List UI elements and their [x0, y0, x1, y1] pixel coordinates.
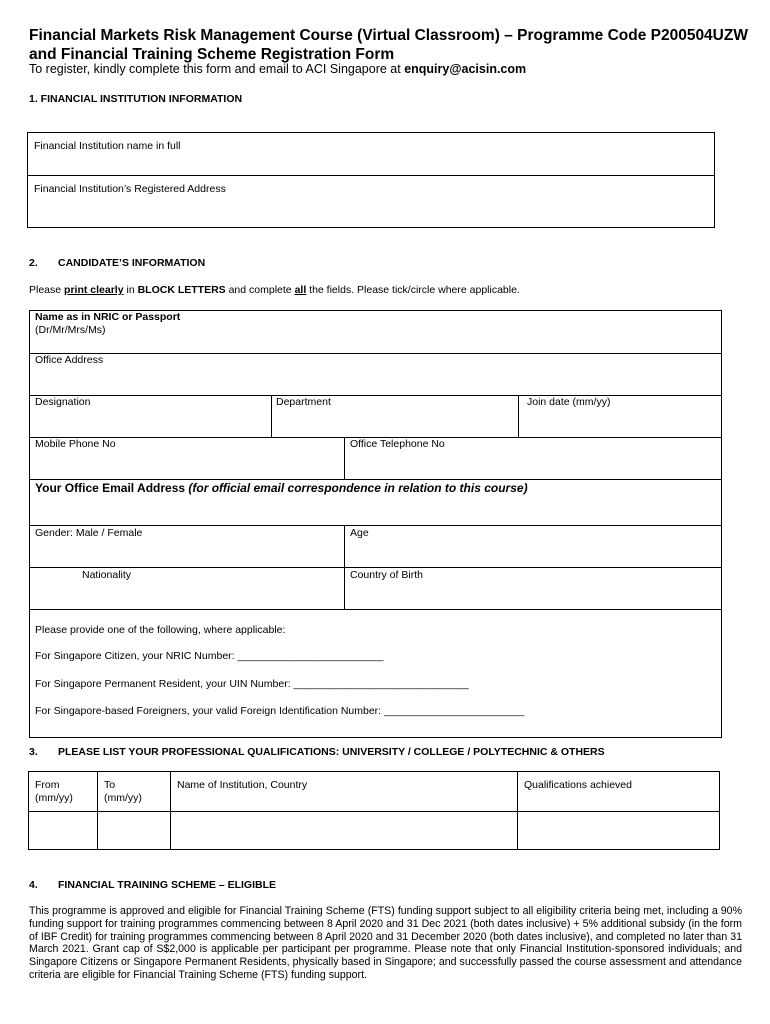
instr-print-clearly: print clearly	[64, 284, 124, 296]
name-sub-label: (Dr/Mr/Mrs/Ms)	[35, 324, 106, 336]
contact-email-link[interactable]: enquiry@acisin.com	[404, 62, 527, 76]
office-email-note: (for official email correspondence in relation to this course)	[188, 481, 528, 495]
designation-field[interactable]	[35, 396, 265, 436]
age-field[interactable]	[350, 527, 715, 565]
section-1-heading: 1. FINANCIAL INSTITUTION INFORMATION	[29, 93, 243, 105]
section-2-instructions	[29, 284, 520, 296]
table-row	[29, 812, 720, 850]
department-label: Department	[276, 396, 331, 408]
qualifications-header-row	[29, 772, 720, 812]
age-label: Age	[350, 527, 369, 539]
join-date-field[interactable]	[527, 396, 717, 436]
foreigner-id-line[interactable]: For Singapore-based Foreigners, your valid Foreign Identification Number: ________________________	[35, 705, 525, 717]
candidate-info-box	[29, 310, 722, 738]
gender-label: Gender: Male / Female	[35, 527, 143, 539]
name-label: Name as in NRIC or Passport	[35, 311, 181, 323]
fts-eligibility-paragraph: This programme is approved and eligible for Financial Training Scheme (FTS) funding support subject to all eligibility criteria being met, including a 90% funding support for training programmes commencing between 8 April 2020 and 31 Dec 2021 (both dates inclusive) + 5% additional subsidy (in the form of IBF Credit) for training programmes commencing between 8 April 2020 and 31 December 2020 (both dates inclusive), and completed no later than 31 March 2021. Grant cap of S$2,000 is applicable per participant per programme. Please note that only Financial Institution-sponsored individuals; and Singapore Citizens or Singapore Permanent Residents, physically based in Singapore; and successfully passed the course assessment and attendance criteria are eligible for Financial Training Scheme (FTS) funding support.	[29, 905, 742, 981]
section-4-number: 4.	[29, 879, 38, 891]
col-to-header	[98, 772, 171, 812]
section-2-number: 2.	[29, 257, 38, 269]
designation-label: Designation	[35, 396, 91, 408]
office-address-label: Office Address	[35, 354, 104, 366]
office-address-field[interactable]	[35, 354, 715, 394]
instr-text-1: Please	[29, 284, 65, 296]
from-cell[interactable]	[29, 812, 98, 850]
department-field[interactable]	[276, 396, 512, 436]
col-to-sub: (mm/yy)	[104, 792, 142, 804]
pr-uin-line[interactable]: For Singapore Permanent Resident, your UIN Number: ______________________________	[35, 678, 469, 690]
instr-block-letters: BLOCK LETTERS	[137, 284, 226, 296]
mobile-phone-label: Mobile Phone No	[35, 438, 116, 450]
divider	[30, 609, 721, 610]
col-qualifications-header	[518, 772, 720, 812]
form-subtitle	[29, 62, 526, 76]
col-institution-label: Name of Institution, Country	[177, 779, 308, 791]
name-field[interactable]	[35, 311, 715, 353]
divider	[30, 567, 721, 568]
divider	[30, 525, 721, 526]
divider	[344, 525, 345, 609]
col-qualifications-label: Qualifications achieved	[524, 779, 632, 791]
qualifications-table	[28, 771, 720, 850]
form-title: Financial Markets Risk Management Course (Virtual Classroom) – Programme Code P200504UZW and Financial Training Scheme Registration Form	[29, 27, 748, 63]
instr-text-4: the fields. Please tick/circle where applicable.	[306, 284, 520, 296]
institution-name-label: Financial Institution name in full	[34, 140, 181, 152]
office-email-label: Your Office Email Address	[35, 481, 186, 495]
col-institution-header	[171, 772, 518, 812]
section-3-number: 3.	[29, 746, 38, 758]
id-prompt: Please provide one of the following, where applicable:	[35, 624, 286, 636]
mobile-phone-field[interactable]	[35, 438, 335, 478]
divider	[30, 479, 721, 480]
qualifications-cell[interactable]	[518, 812, 720, 850]
section-4-heading: FINANCIAL TRAINING SCHEME – ELIGIBLE	[58, 879, 276, 891]
section-2-heading: CANDIDATE’S INFORMATION	[58, 257, 206, 269]
col-to-label: To	[104, 779, 116, 791]
nationality-field[interactable]	[82, 569, 337, 607]
country-of-birth-label: Country of Birth	[350, 569, 423, 581]
office-email-field[interactable]	[35, 481, 715, 523]
subtitle-text: To register, kindly complete this form and email to ACI Singapore at	[29, 62, 405, 76]
institution-table	[27, 132, 715, 228]
institution-name-field[interactable]	[28, 133, 715, 176]
institution-address-label: Financial Institution’s Registered Address	[34, 183, 226, 195]
gender-field[interactable]	[35, 527, 335, 565]
instr-text-2: in	[123, 284, 138, 296]
join-date-label: Join date (mm/yy)	[527, 396, 611, 408]
office-telephone-label: Office Telephone No	[350, 438, 445, 450]
office-telephone-field[interactable]	[350, 438, 715, 478]
col-from-header	[29, 772, 98, 812]
institution-cell[interactable]	[171, 812, 518, 850]
divider	[518, 395, 519, 437]
nationality-label: Nationality	[82, 569, 132, 581]
instr-text-3: and complete	[225, 284, 295, 296]
country-of-birth-field[interactable]	[350, 569, 715, 607]
to-cell[interactable]	[98, 812, 171, 850]
section-3-heading: PLEASE LIST YOUR PROFESSIONAL QUALIFICATIONS: UNIVERSITY / COLLEGE / POLYTECHNIC & OTHERS	[58, 746, 605, 758]
divider	[344, 437, 345, 479]
divider	[271, 395, 272, 437]
instr-all: all	[294, 284, 307, 296]
citizen-nric-line[interactable]: For Singapore Citizen, your NRIC Number: _________________________	[35, 650, 384, 662]
col-from-label: From	[35, 779, 60, 791]
col-from-sub: (mm/yy)	[35, 792, 73, 804]
institution-address-field[interactable]	[28, 176, 715, 228]
